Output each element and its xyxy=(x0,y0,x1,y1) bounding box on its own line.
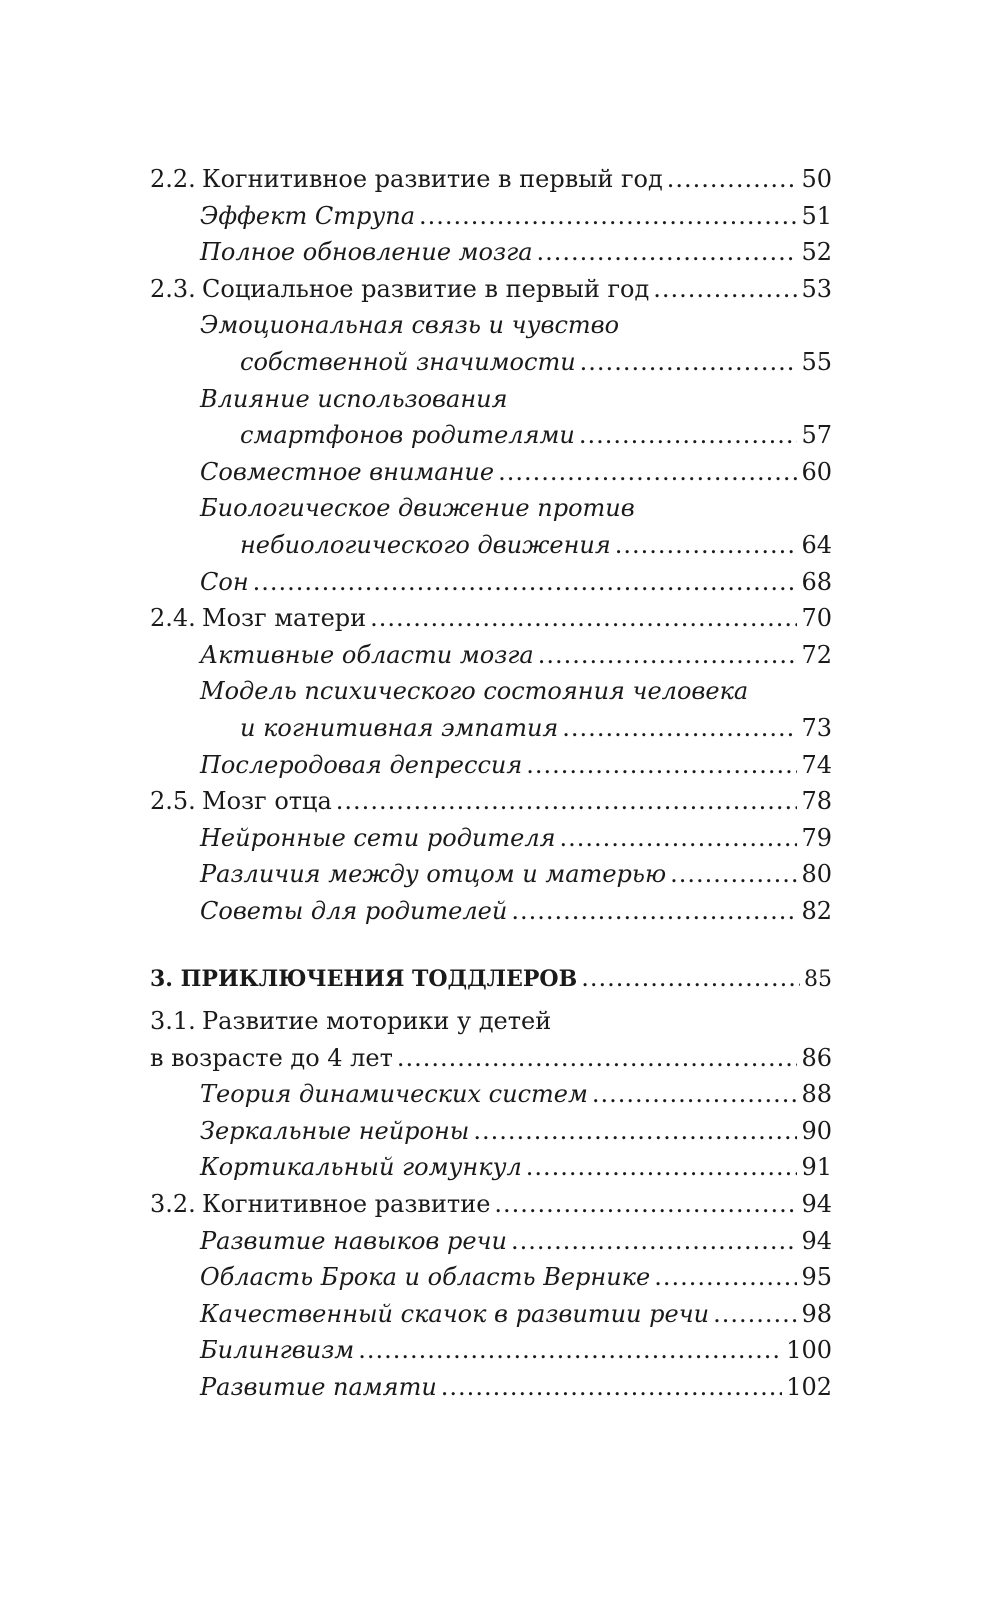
entry-title: Полное обновление мозга xyxy=(200,238,533,267)
entry-title: Теория динамических систем xyxy=(200,1080,588,1109)
dot-leader xyxy=(358,1332,782,1369)
entry-title: Послеродовая депрессия xyxy=(200,750,523,779)
dot-leader xyxy=(511,893,797,930)
toc-entry xyxy=(150,637,832,674)
toc-entry xyxy=(150,564,832,601)
page-number: 85 xyxy=(804,967,832,993)
page-number: 94 xyxy=(801,1190,832,1219)
page-number: 73 xyxy=(801,713,832,742)
section-number: 2.4. xyxy=(150,604,196,633)
toc-entry xyxy=(150,1332,832,1369)
page-number: 100 xyxy=(786,1336,832,1365)
dot-leader xyxy=(538,637,798,674)
page-number: 95 xyxy=(801,1263,832,1292)
page-number: 91 xyxy=(801,1153,832,1182)
toc-entry-continuation xyxy=(150,1040,832,1077)
toc-entry xyxy=(150,234,832,271)
entry-title: Развитие навыков речи xyxy=(200,1226,507,1255)
page-number: 52 xyxy=(801,238,832,267)
dot-leader xyxy=(592,1076,798,1113)
entry-title: Нейронные сети родителя xyxy=(200,823,556,852)
dot-leader xyxy=(419,198,797,235)
page-number: 68 xyxy=(801,567,832,596)
dot-leader xyxy=(667,161,798,198)
entry-title-continuation: собственной значимости xyxy=(240,347,576,376)
entry-title-continuation: небиологического движения xyxy=(240,530,611,559)
dot-leader xyxy=(526,1149,798,1186)
entry-title: Различия между отцом и матерью xyxy=(200,860,667,889)
toc-entry-continuation xyxy=(150,344,832,381)
dot-leader xyxy=(526,747,797,784)
dot-leader xyxy=(370,600,797,637)
toc-entry xyxy=(150,1259,832,1296)
page-number: 90 xyxy=(801,1116,832,1145)
dot-leader xyxy=(560,820,798,857)
entry-title: Когнитивное развитие в первый год xyxy=(202,165,663,193)
entry-title-continuation: и когнитивная эмпатия xyxy=(240,713,559,742)
entry-title: Влияние использования xyxy=(200,384,508,413)
entry-title: Советы для родителей xyxy=(200,896,508,925)
page-number: 72 xyxy=(801,640,832,669)
entry-title: Эффект Струпа xyxy=(200,201,416,230)
entry-title: Сон xyxy=(200,567,249,596)
page-number: 78 xyxy=(801,787,832,816)
toc-entry xyxy=(150,1186,832,1223)
page-number: 102 xyxy=(786,1373,832,1401)
toc-entry-continuation xyxy=(150,527,832,564)
entry-title: Развитие моторики у детей xyxy=(202,1007,552,1036)
page-number: 94 xyxy=(801,1226,832,1255)
page-number: 55 xyxy=(801,347,832,376)
entry-title: Билингвизм xyxy=(200,1336,355,1365)
page-number: 80 xyxy=(801,860,832,889)
entry-title: Когнитивное развитие xyxy=(202,1190,491,1219)
toc-entry xyxy=(150,893,832,930)
toc-entry xyxy=(150,381,832,418)
entry-title: Зеркальные нейроны xyxy=(200,1116,470,1145)
dot-leader xyxy=(498,454,797,491)
toc-entry xyxy=(150,1296,832,1333)
dot-leader xyxy=(654,1259,797,1296)
dot-leader xyxy=(511,1223,797,1260)
dot-leader xyxy=(473,1113,797,1150)
dot-leader xyxy=(562,710,797,747)
toc-entry xyxy=(150,161,832,198)
toc-entry xyxy=(150,1223,832,1260)
entry-title: Качественный скачок в развитии речи xyxy=(200,1299,710,1328)
dot-leader xyxy=(336,783,798,820)
section-number: 2.5. xyxy=(150,787,196,816)
toc-entry xyxy=(150,820,832,857)
page-number: 86 xyxy=(801,1043,832,1072)
toc-entry xyxy=(150,271,832,308)
dot-leader xyxy=(670,856,797,893)
entry-title: Модель психического состояния человека xyxy=(200,677,749,706)
entry-title-continuation: смартфонов родителями xyxy=(240,421,575,450)
page-number: 74 xyxy=(801,750,832,779)
toc-entry xyxy=(150,1369,832,1406)
toc-entry xyxy=(150,1076,832,1113)
toc-entry xyxy=(150,747,832,784)
toc-entry xyxy=(150,1113,832,1150)
toc-entry-continuation xyxy=(150,710,832,747)
dot-leader xyxy=(580,344,798,381)
section-number: 3.1. xyxy=(150,1007,196,1036)
toc-entry xyxy=(150,1149,832,1186)
toc-entry xyxy=(150,198,832,235)
dot-leader xyxy=(713,1296,797,1333)
entry-title-continuation: в возрасте до 4 лет xyxy=(150,1043,393,1072)
page-number: 82 xyxy=(801,896,832,925)
page-number: 98 xyxy=(801,1299,832,1328)
page-number: 53 xyxy=(801,274,832,303)
dot-leader xyxy=(441,1369,782,1406)
dot-leader xyxy=(494,1186,797,1223)
entry-title: Социальное развитие в первый год xyxy=(202,274,650,303)
page-number: 88 xyxy=(801,1080,832,1109)
entry-title: Мозг матери xyxy=(202,604,367,633)
page-number: 57 xyxy=(801,421,832,450)
toc-entry xyxy=(150,960,832,997)
page-number: 60 xyxy=(801,457,832,486)
dot-leader xyxy=(537,234,798,271)
toc-entry xyxy=(150,307,832,344)
toc-entry xyxy=(150,490,832,527)
entry-title: Область Брока и область Вернике xyxy=(200,1263,651,1292)
toc-entry xyxy=(150,856,832,893)
dot-leader xyxy=(253,564,798,601)
page-number: 64 xyxy=(801,530,832,559)
section-number: 3.2. xyxy=(150,1190,196,1219)
dot-leader xyxy=(579,417,798,454)
entry-title: Биологическое движение против xyxy=(200,494,635,523)
entry-title: Мозг отца xyxy=(202,787,332,816)
page-number: 70 xyxy=(801,604,832,633)
page-number: 79 xyxy=(801,823,832,852)
toc-entry xyxy=(150,1003,832,1040)
entry-title: Совместное внимание xyxy=(200,457,495,486)
entry-title: 3. ПРИКЛЮЧЕНИЯ ТОДДЛЕРОВ xyxy=(150,966,578,993)
entry-title: Развитие памяти xyxy=(200,1373,437,1401)
page-number: 50 xyxy=(801,165,832,193)
entry-title: Активные области мозга xyxy=(200,640,534,669)
dot-leader xyxy=(653,271,797,308)
section-number: 2.3. xyxy=(150,274,196,303)
toc-entry xyxy=(150,600,832,637)
toc-entry-continuation xyxy=(150,417,832,454)
dot-leader xyxy=(615,527,798,564)
page-number: 51 xyxy=(801,201,832,230)
dot-leader xyxy=(581,960,800,997)
entry-title: Эмоциональная связь и чувство xyxy=(200,311,620,340)
dot-leader xyxy=(397,1040,798,1077)
toc-entry xyxy=(150,673,832,710)
section-number: 2.2. xyxy=(150,165,196,193)
toc-entry xyxy=(150,454,832,491)
toc-entry xyxy=(150,783,832,820)
entry-title: Кортикальный гомункул xyxy=(200,1153,522,1182)
table-of-contents xyxy=(150,161,832,1406)
